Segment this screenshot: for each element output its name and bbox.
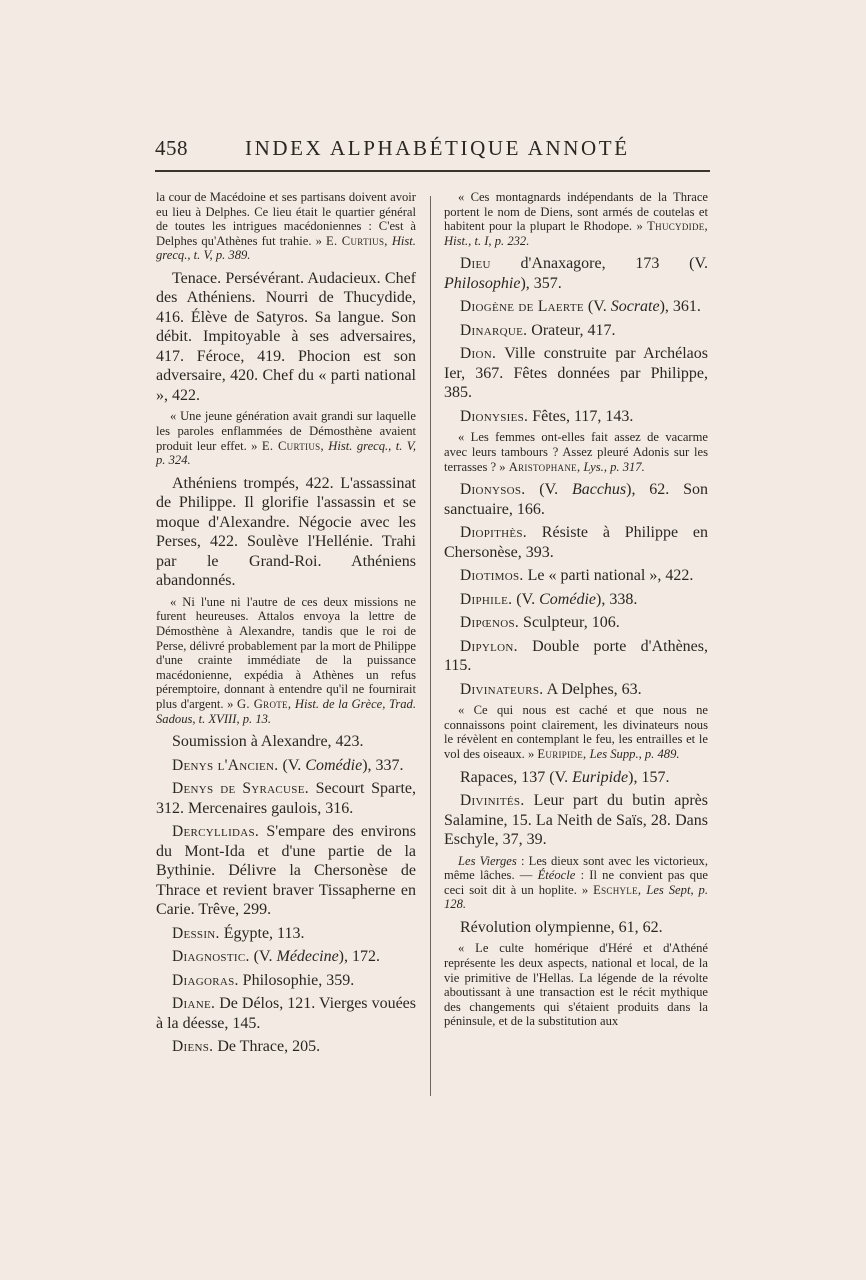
entry-rapaces: Rapaces, 137 (V. Euripide), 157.: [460, 768, 670, 786]
entry-soumission: Soumission à Alexandre, 423.: [172, 733, 364, 751]
entry-diane: Diane. De Délos, 121. Vierges vouées à la déesse, 145.: [156, 995, 416, 1032]
entry-dionysos: Dionysos. (V. Bacchus), 62. Son sanctuaire, 166.: [444, 481, 709, 518]
quote-euripide: « Ce qui nous est caché et que nous ne connaissons point clairement, les divinateurs nous le révèlent en contemplant le feu, les entrailles et le vol des oiseaux. » Euripide, Les Supp., p. 489.: [444, 703, 708, 761]
entry-denys-ancien: Denys l'Ancien. (V. Comédie), 337.: [172, 756, 404, 774]
entry-revolution-olympienne: Révolution olympienne, 61, 62.: [460, 918, 663, 936]
entry-diagnostic: Diagnostic. (V. Médecine), 172.: [172, 948, 380, 966]
quote-curtius-generation: « Une jeune génération avait grandi sur laquelle les paroles enflammées de Démosthène avaient produit leur effet. » E. Curtius, Hist. grecq., t. V, p. 324.: [156, 409, 416, 468]
header-rule: [155, 170, 710, 172]
entry-dinarque: Dinarque. Orateur, 417.: [460, 321, 616, 339]
entry-diopithes: Diopithès. Résiste à Philippe en Chersonèse, 393.: [444, 524, 709, 561]
page-header: [155, 132, 710, 172]
entry-dercyllidas: Dercyllidas. S'empare des environs du Mont-Ida et d'une partie de la Bythinie. Délivre la Chersonèse de Thrace et revient braver Tissapherne en Carie. Trêve, 299.: [156, 823, 417, 919]
entry-diogene: Diogène de Laerte (V. Socrate), 361.: [460, 298, 701, 316]
quote-culte-homerique: « Le culte homérique d'Héré et d'Athéné représente les deux aspects, national et local, de la vie primitive de l'Hellas. La légende de la révolte aboutissant à une transaction est le récit mythique des changements qui s'étaient produits dans la péninsule, et de la substitution aux: [444, 941, 708, 1029]
right-column: [444, 190, 708, 1035]
entry-diphile: Diphile. (V. Comédie), 338.: [460, 590, 638, 608]
entry-denys-syracuse: Denys de Syracuse. Secourt Sparte, 312. Mercenaires gaulois, 316.: [156, 780, 416, 817]
entry-dipoenos: Dipœnos. Sculpteur, 106.: [460, 614, 620, 632]
entry-dieu: Dieu d'Anaxagore, 173 (V. Philosophie), 357.: [444, 255, 709, 292]
entry-demosthene-cont: Tenace. Persévérant. Audacieux. Chef des Athéniens. Nourri de Thucydide, 416. Élève de Satyros. Sa langue. Son débit. Impitoyable à ses adversaires, 417. Féroce, 419. Phocion est son adversaire, 420. Chef du « parti national », 422.: [156, 269, 416, 404]
quote-curtius-delphes: la cour de Macédoine et ses partisans doivent avoir eu lieu à Delphes. Ce lieu était le quartier général de toutes les intrigues macédoniennes : C'est à Delphes qu'Athènes fut trahie. » E. Curtius, Hist. grecq., t. V, p. 389.: [156, 190, 416, 263]
entry-diens: Diens. De Thrace, 205.: [172, 1038, 321, 1056]
entry-diotimos: Diotimos. Le « parti national », 422.: [460, 567, 694, 585]
running-title: INDEX ALPHABÉTIQUE ANNOTÉ: [245, 136, 630, 160]
quote-grote: « Ni l'une ni l'autre de ces deux missions ne furent heureuses. Attalos envoya la lettre de Démosthène à Alexandre, tandis que le roi de Perse, délivré probablement par la mort de Philippe d'une crainte immédiate de la puissance macédonienne, expédia à Athènes un refus péremptoire, donnant à entendre qu'il ne fournirait plus d'argent. » G. Grote, Hist. de la Grèce, Trad. Sadous, t. XVIII, p. 13.: [156, 594, 416, 726]
quote-eschyle: Les Vierges : Les dieux sont avec les victorieux, même lâches. — Étéocle : Il ne convient pas que ceci soit dit à un hoplite. » Eschyle, Les Sept, p. 128.: [444, 853, 708, 912]
quote-aristophane: « Les femmes ont-elles fait assez de vacarme avec leurs tambours ? Assez pleuré Adonis sur les terrasses ? » Aristophane, Lys., p. 317.: [444, 430, 708, 474]
quote-thucydide: « Ces montagnards indépendants de la Thrace portent le nom de Diens, sont armés de coutelas et habitent pour la plupart le Rhodope. » Thucydide, Hist., t. I, p. 232.: [444, 190, 708, 248]
entry-diagoras: Diagoras. Philosophie, 359.: [172, 971, 355, 989]
entry-dion: Dion. Ville construite par Archélaos Ier, 367. Fêtes données par Philippe, 385.: [444, 345, 708, 402]
entry-atheniens-trompes: Athéniens trompés, 422. L'assassinat de Philippe. Il glorifie l'assassin et se moque d'Alexandre. Négocie avec les Perses, 422. Soulève l'Hellénie. Trahi par le Grand-Roi. Athéniens abandonnés.: [156, 474, 416, 590]
entry-dionysies: Dionysies. Fêtes, 117, 143.: [460, 407, 634, 425]
entry-divinites: Divinités. Leur part du butin après Salamine, 15. La Neith de Saïs, 28. Dans Eschyle, 37, 39.: [444, 792, 708, 849]
entry-dipylon: Dipylon. Double porte d'Athènes, 115.: [444, 637, 708, 675]
entry-dessin: Dessin. Égypte, 113.: [172, 924, 305, 942]
entry-divinateurs: Divinateurs. A Delphes, 63.: [460, 680, 642, 698]
left-column: [156, 190, 416, 1061]
page-number: 458: [155, 136, 188, 160]
column-divider: [430, 196, 431, 1096]
